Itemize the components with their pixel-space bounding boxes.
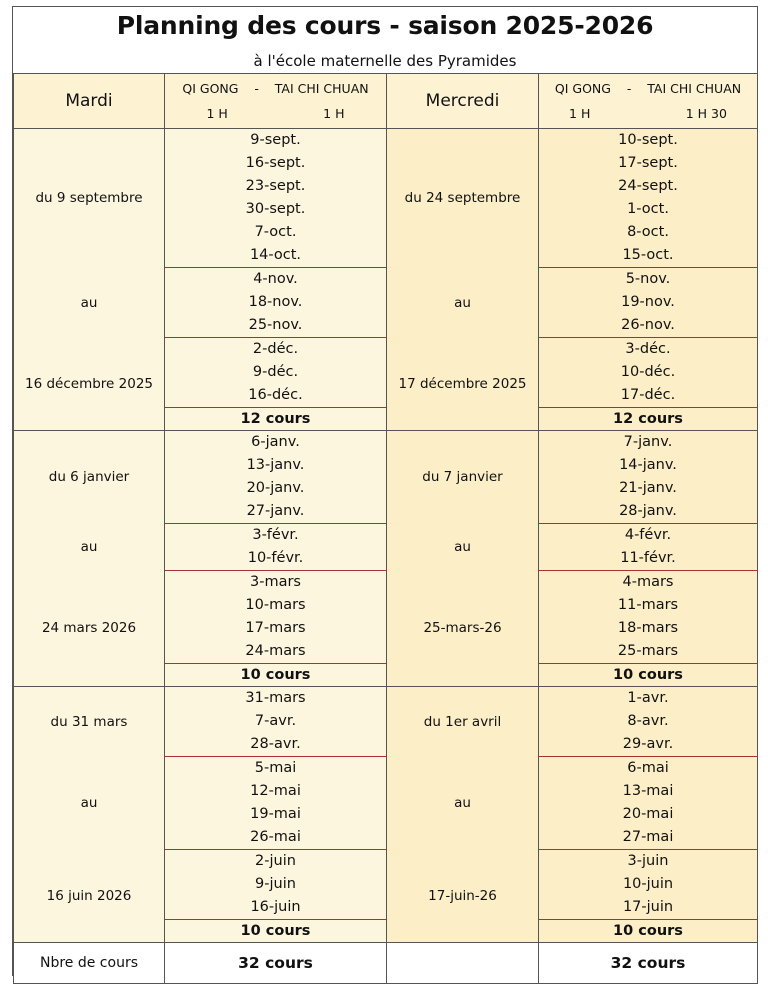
mardi-date: 9-sept.: [250, 132, 301, 148]
mardi-date-group: [165, 757, 387, 850]
mercredi-date: 1-oct.: [627, 201, 669, 217]
mardi-period-label: du 31 mars: [14, 687, 165, 757]
period-row: [14, 687, 758, 757]
mardi-date: 16-sept.: [245, 155, 306, 171]
page-subtitle: à l'école maternelle des Pyramides: [253, 52, 517, 70]
mardi-date: 5-mai: [254, 760, 297, 776]
footer-row: [14, 943, 758, 984]
mardi-date-group: [165, 571, 387, 664]
mercredi-date: 5-nov.: [625, 271, 671, 287]
mardi-date: 3-févr.: [252, 527, 299, 543]
mercredi-date: 28-janv.: [619, 503, 677, 519]
mercredi-date: 10-juin: [622, 876, 674, 892]
mardi-date-group: [165, 268, 387, 338]
period-row: [14, 524, 758, 571]
mercredi-date-group: [539, 431, 758, 524]
mercredi-date: 26-nov.: [621, 317, 675, 333]
mardi-period-label: au: [14, 524, 165, 571]
mercredi-date: 19-nov.: [621, 294, 675, 310]
header-row: [14, 74, 758, 129]
mercredi-date: 3-déc.: [625, 341, 671, 357]
mercredi-date-group: [539, 129, 758, 268]
mardi-period-label: au: [14, 268, 165, 338]
mardi-date: 16-déc.: [248, 387, 303, 403]
mardi-period-label: du 9 septembre: [14, 129, 165, 268]
mercredi-date: 29-avr.: [622, 736, 674, 752]
mercredi-date: 3-juin: [627, 853, 669, 869]
footer-empty: [387, 943, 539, 984]
period-row: [14, 850, 758, 920]
mercredi-date: 15-oct.: [622, 247, 674, 263]
mardi-date-group: [165, 338, 387, 408]
mercredi-date: 14-janv.: [619, 457, 677, 473]
mercredi-date: 18-mars: [617, 620, 679, 636]
mardi-date: 20-janv.: [246, 480, 305, 496]
mercredi-period-total: 10 cours: [539, 664, 758, 687]
mercredi-date: 17-juin: [622, 899, 674, 915]
header-mardi: Mardi: [14, 74, 165, 129]
mardi-date: 13-janv.: [246, 457, 305, 473]
footer-total-mardi: 32 cours: [165, 943, 387, 984]
mercredi-period-label: du 1er avril: [387, 687, 539, 757]
mardi-period-label: du 6 janvier: [14, 431, 165, 524]
mercredi-date: 25-mars: [617, 643, 679, 659]
mercredi-period-label: au: [387, 268, 539, 338]
mardi-period-total: 10 cours: [165, 664, 387, 687]
mardi-date: 27-janv.: [246, 503, 305, 519]
period-row: [14, 268, 758, 338]
footer-label: Nbre de cours: [14, 943, 165, 984]
period-row: [14, 757, 758, 850]
mercredi-period-label: 17-juin-26: [387, 850, 539, 943]
mardi-date: 9-juin: [255, 876, 296, 892]
mardi-date: 28-avr.: [250, 736, 301, 752]
mercredi-date: 17-sept.: [618, 155, 678, 171]
mercredi-date: 27-mai: [622, 829, 674, 845]
mercredi-period-label: 17 décembre 2025: [387, 338, 539, 431]
mardi-date: 10-mars: [245, 597, 306, 613]
mardi-date: 14-oct.: [249, 247, 302, 263]
schedule-table: [13, 73, 758, 984]
mercredi-period-label: du 7 janvier: [387, 431, 539, 524]
mercredi-date: 7-janv.: [623, 434, 673, 450]
mercredi-date-group: [539, 687, 758, 757]
period-row: [14, 129, 758, 268]
footer-total-mercredi: 32 cours: [539, 943, 758, 984]
mardi-date: 24-mars: [245, 643, 306, 659]
mercredi-date: 8-oct.: [627, 224, 669, 240]
mercredi-date: 4-mars: [622, 574, 674, 590]
mercredi-period-total: 10 cours: [539, 920, 758, 943]
period-row: [14, 338, 758, 408]
mardi-period-label: 16 juin 2026: [14, 850, 165, 943]
mardi-date: 30-sept.: [245, 201, 306, 217]
page-title: Planning des cours - saison 2025-2026: [116, 11, 654, 40]
mardi-date: 31-mars: [245, 690, 306, 706]
mardi-date-group: [165, 524, 387, 571]
mercredi-date: 11-mars: [617, 597, 679, 613]
mercredi-date: 1-avr.: [627, 690, 669, 706]
header-mercredi: Mercredi: [387, 74, 539, 129]
mercredi-date-group: [539, 571, 758, 664]
period-row: [14, 571, 758, 664]
header-mercredi-course-duration: 1 H 1 H 30: [569, 106, 727, 121]
mardi-period-total: 10 cours: [165, 920, 387, 943]
header-mercredi-course: [539, 74, 758, 129]
mardi-date: 9-déc.: [252, 364, 299, 380]
mardi-date-group: [165, 129, 387, 268]
mercredi-period-label: du 24 septembre: [387, 129, 539, 268]
mercredi-date: 4-févr.: [624, 527, 672, 543]
mardi-date: 12-mai: [250, 783, 301, 799]
mardi-period-label: 16 décembre 2025: [14, 338, 165, 431]
mardi-date: 17-mars: [245, 620, 306, 636]
mardi-date: 4-nov.: [253, 271, 298, 287]
mercredi-date-group: [539, 850, 758, 920]
header-mardi-course-name: QI GONG - TAI CHI CHUAN: [182, 81, 369, 96]
mardi-date: 23-sept.: [245, 178, 306, 194]
mercredi-date: 17-déc.: [620, 387, 676, 403]
header-mercredi-course-name: QI GONG - TAI CHI CHUAN: [554, 81, 742, 96]
mercredi-period-label: au: [387, 524, 539, 571]
mercredi-period-total: 12 cours: [539, 408, 758, 431]
mardi-period-total: 12 cours: [165, 408, 387, 431]
mardi-date: 25-nov.: [248, 317, 303, 333]
mercredi-date-group: [539, 338, 758, 408]
mercredi-date: 10-déc.: [620, 364, 676, 380]
mercredi-date: 6-mai: [627, 760, 669, 776]
header-mardi-course-duration: 1 H 1 H: [206, 106, 345, 121]
mardi-date: 6-janv.: [251, 434, 300, 450]
mardi-period-label: au: [14, 757, 165, 850]
mardi-date: 16-juin: [250, 899, 301, 915]
mercredi-date-group: [539, 268, 758, 338]
header-mardi-course: [165, 74, 387, 129]
mardi-date-group: [165, 850, 387, 920]
mardi-date: 19-mai: [250, 806, 301, 822]
mercredi-date: 10-sept.: [618, 132, 678, 148]
mardi-date: 2-déc.: [252, 341, 299, 357]
mercredi-date: 20-mai: [622, 806, 674, 822]
mardi-date-group: [165, 687, 387, 757]
mardi-date-group: [165, 431, 387, 524]
mardi-date: 3-mars: [250, 574, 301, 590]
mardi-date: 18-nov.: [248, 294, 303, 310]
mercredi-date: 21-janv.: [619, 480, 677, 496]
mercredi-date: 11-févr.: [620, 550, 676, 566]
mardi-date: 10-févr.: [247, 550, 304, 566]
mercredi-period-label: 25-mars-26: [387, 571, 539, 687]
mardi-date: 7-avr.: [254, 713, 297, 729]
mercredi-date: 24-sept.: [618, 178, 678, 194]
mercredi-period-label: au: [387, 757, 539, 850]
mercredi-date: 13-mai: [622, 783, 674, 799]
mardi-date: 26-mai: [250, 829, 301, 845]
schedule-sheet: [12, 6, 758, 976]
mardi-date: 2-juin: [255, 853, 296, 869]
period-row: [14, 431, 758, 524]
mardi-period-label: 24 mars 2026: [14, 571, 165, 687]
mercredi-date: 8-avr.: [627, 713, 669, 729]
mardi-date: 7-oct.: [254, 224, 297, 240]
mercredi-date-group: [539, 524, 758, 571]
mercredi-date-group: [539, 757, 758, 850]
